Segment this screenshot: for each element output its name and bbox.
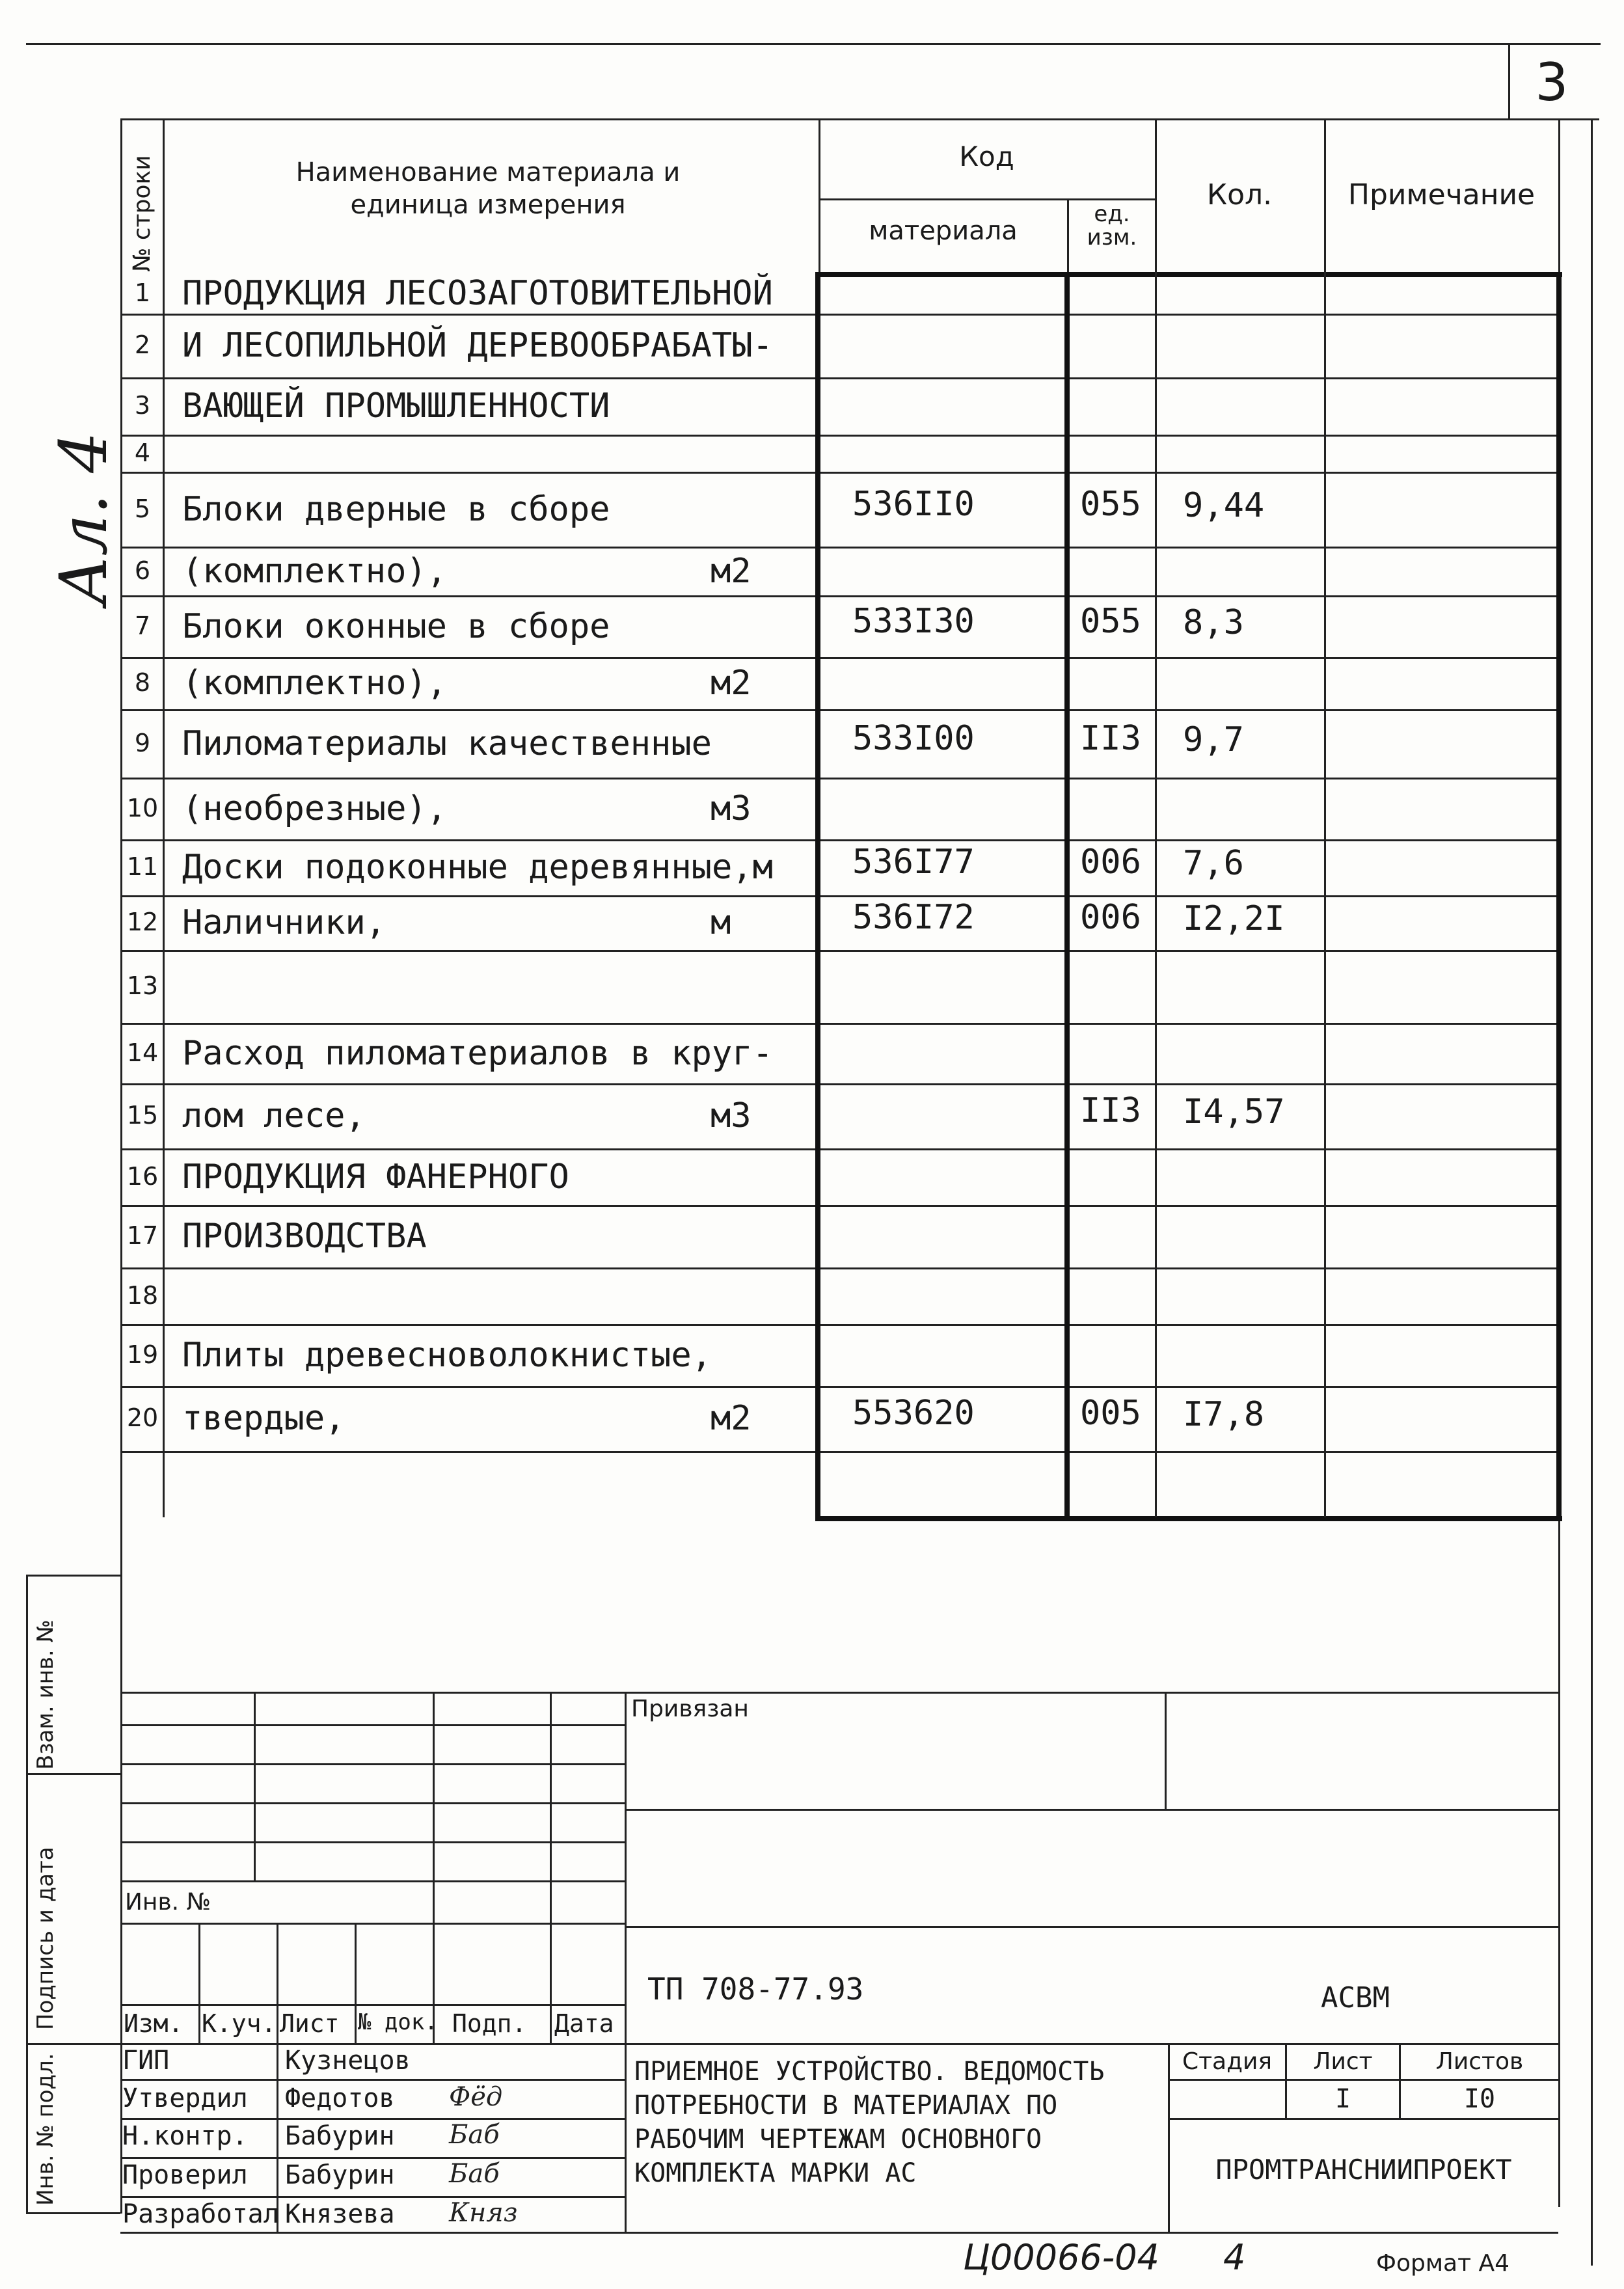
row-number: 16 xyxy=(126,1161,159,1191)
row-divider xyxy=(817,377,1558,379)
footer-sheet-mark: 4 xyxy=(1223,2237,1246,2278)
side-strip-top xyxy=(26,1575,120,1577)
side-strip-div1 xyxy=(26,1773,120,1775)
row-divider xyxy=(120,1205,817,1207)
sheet-value: I xyxy=(1334,2084,1351,2114)
header-code-material: материала xyxy=(869,216,1018,246)
unit-code: II3 xyxy=(1080,1091,1141,1130)
row-number: 11 xyxy=(126,852,159,881)
hdr-code-split xyxy=(819,198,1155,200)
row-divider xyxy=(817,1023,1558,1025)
row-number: 20 xyxy=(126,1403,159,1432)
header-qty: Кол. xyxy=(1206,178,1273,211)
row-divider xyxy=(817,1148,1558,1150)
col-izm: Изм. xyxy=(124,2009,183,2038)
side-strip-outer xyxy=(26,1575,28,2212)
quantity: 8,3 xyxy=(1183,603,1244,642)
material-code: 536I72 xyxy=(852,898,975,937)
row-divider xyxy=(817,314,1558,316)
unit-code: 055 xyxy=(1080,601,1141,641)
row-divider xyxy=(817,895,1558,897)
unit-code: 006 xyxy=(1080,843,1141,882)
material-unit: м xyxy=(710,903,731,942)
role-person: Бабурин xyxy=(285,2121,395,2151)
material-unit: м2 xyxy=(710,551,751,591)
header-code: Код xyxy=(959,141,1014,172)
material-name: ПРОДУКЦИЯ ЛЕСОЗАГОТОВИТЕЛЬНОЙ xyxy=(182,274,773,313)
material-name: твердые, xyxy=(182,1399,345,1438)
thick-top xyxy=(815,272,1562,277)
row-divider xyxy=(817,547,1558,549)
quantity: I2,2I xyxy=(1183,899,1285,938)
side-label-vzam: Взам. инв. № xyxy=(33,1619,59,1770)
material-name: И ЛЕСОПИЛЬНОЙ ДЕРЕВООБРАБАТЫ- xyxy=(182,326,773,365)
signature: Баб xyxy=(449,2159,500,2189)
right-frame xyxy=(1591,118,1593,2266)
project-mark: АСВМ xyxy=(1321,1981,1390,2014)
row-divider xyxy=(817,709,1558,711)
row-divider xyxy=(120,839,817,841)
row-divider xyxy=(120,1451,817,1453)
role-title: Разработал xyxy=(122,2199,279,2229)
stamp-top xyxy=(120,1692,1558,1694)
row-number: 12 xyxy=(126,908,159,936)
sheets-label: Листов xyxy=(1435,2048,1524,2075)
stamp-privyazan: Привязан xyxy=(631,1696,749,1722)
material-name: Плиты древесноволокнистые, xyxy=(182,1335,712,1375)
material-unit: м2 xyxy=(710,664,751,703)
material-name: Пиломатериалы качественные xyxy=(182,724,712,763)
quantity: I4,57 xyxy=(1183,1092,1285,1131)
row-divider xyxy=(120,709,817,711)
title-line: ПОТРЕБНОСТИ В МАТЕРИАЛАХ ПО xyxy=(634,2091,1058,2120)
thick-bottom xyxy=(815,1516,1562,1521)
row-divider xyxy=(120,547,817,549)
row-divider xyxy=(120,895,817,897)
row-divider xyxy=(817,1386,1558,1388)
col-podp: Подп. xyxy=(452,2009,527,2038)
row-divider xyxy=(120,472,817,474)
row-number: 15 xyxy=(126,1101,159,1130)
side-label-inv-podl: Инв. № подл. xyxy=(33,2053,59,2206)
row-divider xyxy=(817,778,1558,779)
thick-left xyxy=(815,272,820,1520)
material-name: Блоки дверные в сборе xyxy=(182,489,610,529)
col-ndok: № док. xyxy=(358,2009,438,2035)
unit-code: 055 xyxy=(1080,484,1141,524)
thick-mid xyxy=(1064,272,1070,1520)
col-qty-line xyxy=(1155,272,1157,1517)
title-line: ПРИЕМНОЕ УСТРОЙСТВО. ВЕДОМОСТЬ xyxy=(634,2057,1105,2087)
footer-doc-number: Ц00066-04 xyxy=(963,2237,1159,2278)
row-divider xyxy=(817,1324,1558,1326)
row-divider xyxy=(120,1324,817,1326)
material-name: Наличники, xyxy=(182,903,386,942)
row-divider xyxy=(120,1083,817,1085)
row-divider xyxy=(817,1267,1558,1269)
sheet-label: Лист xyxy=(1313,2048,1373,2075)
col-note-line xyxy=(1324,272,1326,1517)
material-name: (необрезные), xyxy=(182,789,447,828)
side-strip-bottom xyxy=(26,2212,120,2214)
row-divider xyxy=(817,435,1558,437)
document-title xyxy=(634,2055,1161,2190)
row-number: 18 xyxy=(126,1280,159,1310)
row-divider xyxy=(120,435,817,437)
material-name: Блоки оконные в сборе xyxy=(182,606,610,646)
stage-label: Стадия xyxy=(1182,2048,1273,2075)
stamp-bottom xyxy=(120,2232,1558,2234)
row-divider xyxy=(817,472,1558,474)
row-divider xyxy=(120,1386,817,1388)
row-number: 19 xyxy=(126,1340,159,1369)
material-unit: м2 xyxy=(710,1399,751,1438)
material-name: ВАЮЩЕЙ ПРОМЫШЛЕННОСТИ xyxy=(182,386,610,426)
thick-right xyxy=(1556,272,1562,1520)
unit-code: 006 xyxy=(1080,898,1141,937)
material-code: 536I77 xyxy=(852,843,975,882)
table-top xyxy=(120,118,1562,120)
row-divider xyxy=(120,377,817,379)
title-line: РАБОЧИМ ЧЕРТЕЖАМ ОСНОВНОГО xyxy=(634,2124,1042,2154)
row-number: 9 xyxy=(134,728,151,757)
row-divider xyxy=(120,314,817,316)
role-title: Н.контр. xyxy=(122,2121,248,2151)
row-divider xyxy=(817,1451,1558,1453)
role-title: Утвердил xyxy=(122,2083,248,2113)
sheets-value: I0 xyxy=(1463,2084,1496,2114)
unit-code: II3 xyxy=(1080,718,1141,758)
quantity: 9,44 xyxy=(1183,485,1265,525)
page-number-box-left xyxy=(1508,43,1510,120)
row-number: 3 xyxy=(134,391,151,420)
col-data: Дата xyxy=(554,2009,614,2038)
top-border xyxy=(26,43,1601,45)
role-person: Князева xyxy=(285,2199,395,2229)
header-row-num: № строки xyxy=(129,155,156,272)
stamp-divider xyxy=(625,1692,627,2232)
row-divider xyxy=(120,1148,817,1150)
stamp-inv-no: Инв. № xyxy=(125,1889,211,1916)
material-unit: м3 xyxy=(710,1096,751,1135)
material-code: 533I30 xyxy=(852,601,975,641)
table-left-edge xyxy=(120,118,122,2214)
row-number: 13 xyxy=(126,971,159,1000)
header-code-unit: ед. изм. xyxy=(1087,201,1137,251)
col-list: Лист xyxy=(280,2009,340,2038)
row-divider xyxy=(120,1023,817,1025)
role-title: Проверил xyxy=(122,2160,248,2190)
row-number: 10 xyxy=(126,793,159,822)
material-code: 536II0 xyxy=(852,484,975,524)
material-code: 533I00 xyxy=(852,718,975,758)
material-name: ПРОИЗВОДСТВА xyxy=(182,1217,427,1256)
row-number: 8 xyxy=(134,668,151,697)
margin-note: Ал. 4 xyxy=(46,431,122,605)
row-number: 5 xyxy=(134,494,151,523)
material-name: Расход пиломатериалов в круг- xyxy=(182,1033,773,1073)
col-kuch: К.уч. xyxy=(202,2009,277,2038)
row-number: 17 xyxy=(126,1221,159,1250)
hdr-col-ucode xyxy=(1067,198,1069,275)
row-divider xyxy=(817,657,1558,659)
header-name: Наименование материала и единица измерения xyxy=(295,157,681,220)
row-divider xyxy=(120,595,817,597)
signature: Фёд xyxy=(449,2082,503,2112)
side-strip-div2 xyxy=(26,2043,120,2045)
material-code: 553620 xyxy=(852,1394,975,1433)
material-name: (комплектно), xyxy=(182,664,447,703)
row-divider xyxy=(817,1083,1558,1085)
quantity: I7,8 xyxy=(1183,1395,1265,1434)
row-number: 6 xyxy=(134,556,151,585)
material-unit: м3 xyxy=(710,789,751,828)
row-number: 4 xyxy=(134,438,151,467)
row-divider xyxy=(817,839,1558,841)
side-label-podpis: Подпись и дата xyxy=(33,1847,59,2030)
signature: Княз xyxy=(449,2198,518,2228)
title-line: КОМПЛЕКТА МАРКИ АС xyxy=(634,2158,917,2188)
row-number: 1 xyxy=(134,278,151,307)
row-divider xyxy=(120,778,817,779)
row-divider xyxy=(120,950,817,952)
quantity: 7,6 xyxy=(1183,844,1244,883)
row-divider xyxy=(817,1205,1558,1207)
material-name: (комплектно), xyxy=(182,551,447,591)
page-number: 3 xyxy=(1535,52,1569,113)
row-number: 2 xyxy=(134,331,151,359)
material-name: ПРОДУКЦИЯ ФАНЕРНОГО xyxy=(182,1157,569,1197)
quantity: 9,7 xyxy=(1183,720,1244,759)
signature: Баб xyxy=(449,2120,500,2150)
row-divider xyxy=(817,595,1558,597)
project-code: ТП 708-77.93 xyxy=(647,1971,864,2007)
organization: ПРОМТРАНСНИИПРОЕКТ xyxy=(1215,2154,1512,2186)
row-divider xyxy=(817,950,1558,952)
table-left-inner xyxy=(163,118,165,1517)
header-note: Примечание xyxy=(1347,178,1536,211)
material-name: лом лесе, xyxy=(182,1096,366,1135)
row-number: 7 xyxy=(134,611,151,640)
role-person: Бабурин xyxy=(285,2160,395,2190)
role-person: Федотов xyxy=(285,2083,395,2113)
row-divider xyxy=(120,657,817,659)
footer-format: Формат А4 xyxy=(1376,2250,1510,2277)
material-name: Доски подоконные деревянные,м xyxy=(182,848,773,887)
role-person: Кузнецов xyxy=(285,2046,411,2076)
role-title: ГИП xyxy=(122,2046,170,2076)
row-number: 14 xyxy=(126,1038,159,1067)
row-divider xyxy=(120,1267,817,1269)
unit-code: 005 xyxy=(1080,1394,1141,1433)
